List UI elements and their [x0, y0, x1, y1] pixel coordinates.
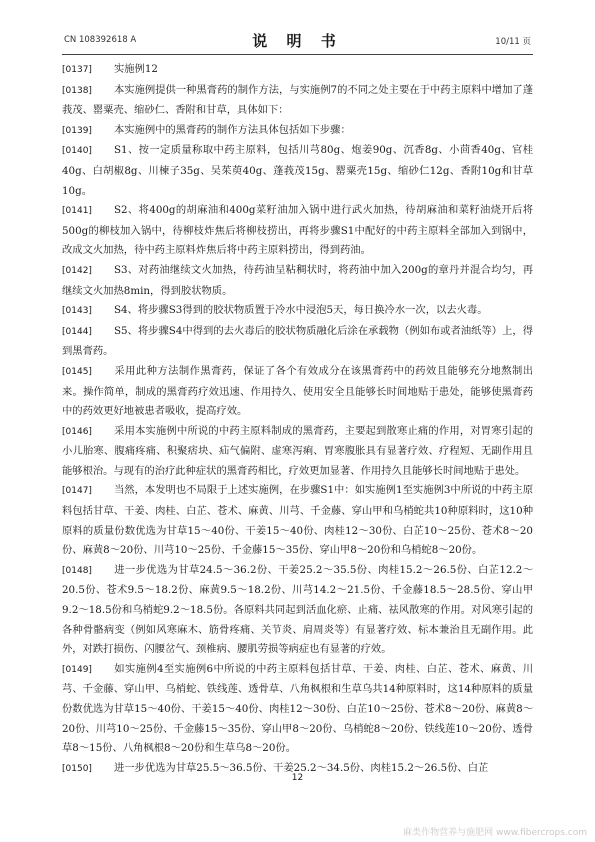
paragraph-number: [0140]: [62, 146, 92, 157]
paragraph-number: [0148]: [62, 565, 92, 576]
paragraph-number: [0150]: [62, 763, 92, 774]
paragraph-text: S1、按一定质量称取中药主原料，包括川芎80g、炮姜90g、沉香8g、小茴香40g、官桂40g、白胡椒8g、川楝子35g、吴茱萸40g、蓬莪茂15g、罂粟壳15g、缩砂仁12g、香附10g和甘草10g。: [62, 144, 533, 197]
paragraph-number: [0142]: [62, 265, 92, 276]
paragraph-0148: [62, 561, 533, 660]
paragraph-number: [0143]: [62, 306, 92, 317]
paragraph-text: 当然，本发明也不局限于上述实施例，在步骤S1中：如实施例1至实施例3中所说的中药主原料包括甘草、干姜、肉桂、白芷、苍术、麻黄、川芎、千金藤、穿山甲和乌梢蛇共10种原料时，这10种原料的质量份数优选为甘草15～40份、干姜15～40份、肉桂12～30份、白芷10～25份、苍术8～20份、麻黄8～20份、川芎10～25份、千金藤15～35份、穿山甲8～20份和乌梢蛇8～20份。: [62, 484, 533, 557]
paragraph-text: S3、对药油继续文火加热，待药油呈粘稠状时，将药油中加入200g的章丹并混合均匀，再继续文火加热8min，得到胶状物质。: [62, 263, 533, 297]
paragraph-0146: [62, 422, 533, 482]
paragraph-text: 如实施例4至实施例6中所说的中药主原料包括甘草、干姜、肉桂、白芷、苍术、麻黄、川芎、千金藤、穿山甲、乌梢蛇、铁线莲、透骨草、八角枫根和生草乌共14种原料时，这14种原料的质量份数优选为甘草15～40份、干姜15～40份、肉桂12～30份、白芷10～25份、苍术8～20份、麻黄8～20份、川芎10～25份、千金藤15～35份、穿山甲8～20份、乌梢蛇8～20份、铁线莲10～20份、透骨草8～15份、八角枫根8～20份和生草乌8～20份。: [62, 662, 533, 755]
paragraph-number: [0138]: [62, 85, 92, 96]
paragraph-text: 进一步优选为甘草25.5～36.5份、干姜25.2～34.5份、肉桂15.2～26.5份、白芷: [113, 761, 489, 774]
watermark: 麻类作物营养与施肥网 www.fibercrops.com: [403, 828, 587, 838]
paragraph-number: [0147]: [62, 486, 92, 497]
page-number: 12: [291, 773, 304, 783]
paragraph-number: [0137]: [62, 65, 92, 75]
paragraph-0138: [62, 81, 533, 121]
paragraph-number: [0146]: [62, 426, 92, 437]
paragraph-0140: [62, 141, 533, 201]
paragraph-text: S2、将400g的胡麻油和400g菜籽油加入锅中进行武火加热，待胡麻油和菜籽油烧开后将500g的柳枝加入锅中，待柳枝炸焦后将柳枝捞出，再将步骤S1中配好的中药主原料全部加入到锅中，改成文火加热，待中药主原料炸焦后将中药主原料捞出，得到药油。: [62, 204, 533, 257]
header-rule: [62, 54, 533, 55]
paragraph-0149: [62, 660, 533, 759]
paragraph-0144: [62, 322, 533, 362]
paragraph-text: 本实施例中的黑膏药的制作方法具体包括如下步骤：: [113, 123, 351, 136]
paragraph-number: [0149]: [62, 664, 92, 675]
paragraph-text: S5、将步骤S4中得到的去火毒后的胶状物质融化后涂在承载物（例如布或者油纸等）上，得到黑膏药。: [62, 324, 533, 358]
publication-number: CN 108392618 A: [64, 35, 137, 45]
paragraph-text: 采用此种方法制作黑膏药，保证了各个有效成分在该黑膏药中的药效且能够充分地熬制出来。操作简单，制成的黑膏药疗效迅速、作用持久、使用安全且能够长时间地贴于患处，能够使黑膏药中的药效更好地被患者吸收，提高疗效。: [62, 364, 533, 418]
page-count: 10/11 页: [495, 37, 531, 47]
paragraph-0141: [62, 201, 533, 261]
paragraph-0145: [62, 362, 533, 422]
paragraph-text: 进一步优选为甘草24.5～36.2份、干姜25.2～35.5份、肉桂15.2～26.5份、白芷12.2～20.5份、苍术9.5～18.2份、麻黄9.5～18.2份、川芎14.2～21.5份、千金藤18.5～28.5份、穿山甲9.2～18.5份和乌梢蛇9.2～18.5份。各原料共同起到活血化瘀、止痛、祛风散寒的作用。对风寒引起的各种骨骼病变（例如风寒麻木、筋骨疼痛、关节炎、肩周炎等）有显著疗效、标本兼治且无副作用。此外，对跌打损伤、闪腰岔气、颈椎病、腰肌劳损等病症也有显著的疗效。: [62, 563, 533, 656]
paragraph-text: S4、将步骤S3得到的胶状物质置于冷水中浸泡5天，每日换冷水一次，以去火毒。: [113, 304, 488, 317]
paragraph-0142: [62, 261, 533, 301]
paragraph-0137: [62, 60, 533, 81]
paragraph-number: [0144]: [62, 326, 92, 337]
paragraph-text: 实施例12: [113, 63, 158, 75]
paragraph-text: 采用本实施例中所说的中药主原料制成的黑膏药，主要起到散寒止痛的作用，对胃寒引起的小儿胎寒、腹痛疼痛、积聚痞块、疝气偏附、虚寒泻痢、胃寒腹胀具有显著疗效、疗程短、无副作用且能够根治。与现有的治疗此种症状的黑膏药相比，疗效更加显著、作用持久且能够长时间地贴于患处。: [62, 424, 533, 477]
paragraph-number: [0145]: [62, 366, 92, 377]
document-title: 说 明 书: [252, 32, 343, 50]
document-body: [62, 60, 533, 779]
paragraph-0147: [62, 481, 533, 560]
paragraph-number: [0141]: [62, 206, 92, 217]
paragraph-text: 本实施例提供一种黑膏药的制作方法，与实施例7的不同之处主要在于中药主原料中增加了蓬莪茂、罂粟壳、缩砂仁、香附和甘草，具体如下：: [62, 83, 533, 117]
page-header: [62, 30, 533, 50]
paragraph-0139: [62, 121, 533, 142]
paragraph-0143: [62, 301, 533, 322]
paragraph-number: [0139]: [62, 125, 92, 136]
